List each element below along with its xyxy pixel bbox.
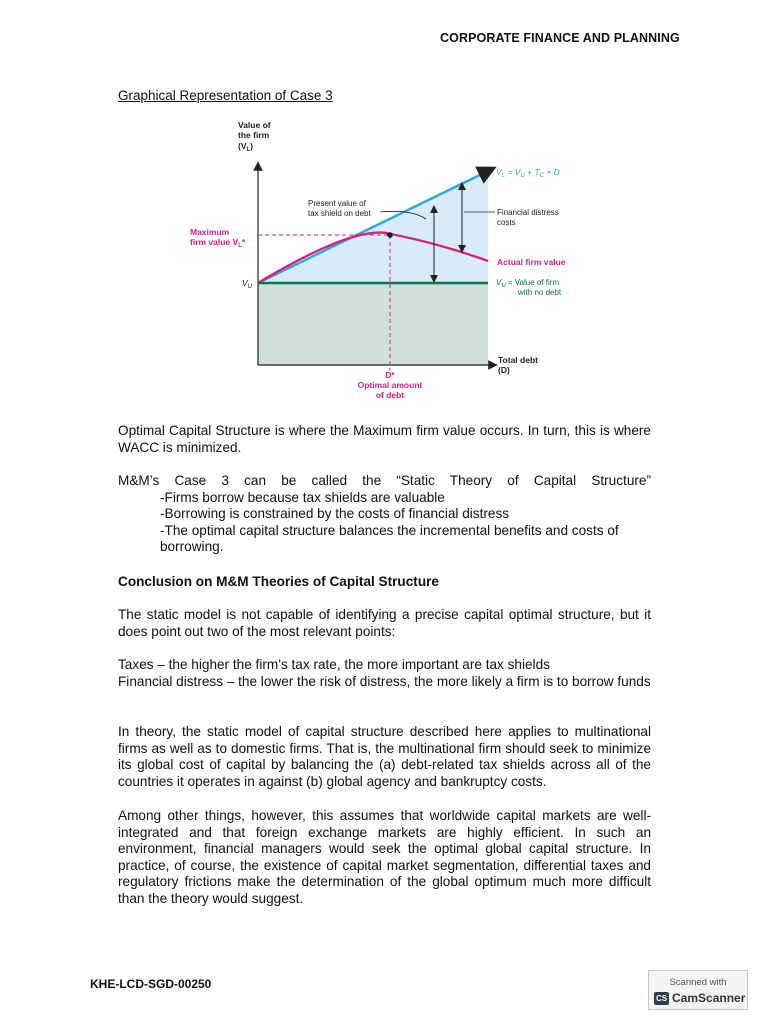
paragraph-static-model-text: The static model is not capable of identifying a precise capital optimal structure, but it does point out two of the most relevant points:	[118, 607, 651, 639]
actual-value-label: Actual firm value	[497, 257, 566, 267]
svg-text:costs	[497, 218, 516, 227]
point-taxes: Taxes – the higher the firm’s tax rate, the more important are tax shields	[118, 657, 550, 672]
optimal-label-line1: D*	[385, 370, 395, 380]
vl-formula-times: × D	[543, 167, 560, 177]
vl-formula-sub-c: C	[539, 173, 544, 179]
svg-text:with no debt	[517, 288, 562, 297]
svg-text:Total debt	[498, 355, 538, 365]
max-label-star: *	[241, 237, 246, 247]
pv-label-line1: Present value of	[308, 199, 366, 208]
vu-axis-v: V	[242, 278, 248, 288]
paragraph-multinational-text: In theory, the static model of capital structure described here applies to multinational firms as well as to domestic firms. That is, the multinational firm should seek to minimize its global cost of capital by balancing the (a) debt-related tax shields across all of the countries it operates in against (b) global agency and bankruptcy costs.	[118, 724, 651, 789]
vu-label-text: = Value of firm	[505, 278, 560, 287]
svg-text:tax shield on debt	[308, 209, 371, 218]
point-financial-distress: Financial distress – the lower the risk of distress, the more likely a firm is to borrow funds	[118, 673, 651, 689]
svg-text:Financial distress	[497, 208, 559, 217]
vu-label-sub: U	[501, 283, 506, 289]
conclusion-heading: Conclusion on M&M Theories of Capital Structure	[118, 574, 439, 589]
bullet-item: -Borrowing is constrained by the costs of financial distress	[160, 506, 510, 522]
svg-text:the firm	[238, 130, 270, 140]
vl-formula-plus: + T	[524, 167, 540, 177]
distress-label-line2: costs	[497, 218, 516, 227]
bullet-item: -Firms borrow because tax shields are valuable	[160, 489, 445, 505]
distress-label-line1: Financial distress	[497, 208, 559, 217]
svg-text:Optimal amount	[358, 380, 423, 390]
svg-text:firm value VL*	[190, 237, 246, 249]
section-title: Graphical Representation of Case 3	[118, 88, 333, 103]
optimal-label-line3: of debt	[375, 390, 405, 400]
unlevered-value-area	[258, 283, 488, 365]
y-label-sub: L	[246, 147, 251, 153]
paragraph-optimal-structure	[118, 423, 651, 456]
static-theory-intro: M&M’s Case 3 can be called the “Static Theory of Capital Structure”	[118, 473, 651, 488]
y-label-line1: Value of	[238, 120, 271, 130]
svg-text:Actual firm value	[497, 257, 566, 267]
y-label-paren-close: )	[250, 141, 254, 151]
svg-text:Maximum	[190, 227, 230, 237]
y-label-line2: the firm	[238, 130, 270, 140]
paragraph-multinational	[118, 724, 651, 790]
svg-text:(D)	[498, 365, 510, 375]
document-header: CORPORATE FINANCE AND PLANNING	[440, 31, 680, 45]
svg-text:VU	[242, 278, 253, 290]
paragraph-global-markets-text: Among other things, however, this assumes that worldwide capital markets are well-integrated and that foreign exchange markets are highly efficient. In such an environment, financial managers would seek the optimal global capital structure. In practice, of course, the existence of capital market segmentation, differential taxes and regulatory frictions make the determination of the global optimum much more difficult than the theory would suggest.	[118, 808, 651, 906]
vl-formula-eq: = V	[505, 167, 521, 177]
vu-axis-sub: U	[247, 284, 253, 290]
paragraph-static-model	[118, 607, 651, 640]
vl-formula-v: V	[496, 167, 502, 177]
optimal-label-line2: Optimal amount	[357, 380, 423, 390]
svg-text:VL = VU + TC × D	[496, 167, 560, 179]
svg-text:D*	[385, 370, 395, 380]
paragraph-optimal-structure-text: Optimal Capital Structure is where the Maximum firm value occurs. In turn, this is where WACC is minimized.	[118, 423, 651, 455]
vu-label-line2: with no debt	[518, 288, 562, 297]
max-label-line1: Maximum	[190, 227, 230, 237]
capital-structure-chart	[186, 114, 586, 404]
x-label-line1: Total debt	[498, 355, 538, 365]
watermark-caption: Scanned with	[669, 977, 727, 988]
svg-text:of debt	[376, 390, 404, 400]
paragraph-relevant-points	[118, 657, 651, 690]
camscanner-watermark	[648, 970, 748, 1010]
max-label-sub: L	[238, 243, 242, 249]
x-label-line2: (D)	[498, 365, 510, 375]
bullet-item: -The optimal capital structure balances the incremental benefits and costs of borrowing.	[160, 522, 619, 555]
paragraph-static-theory	[118, 473, 651, 556]
svg-text:Value of	[238, 120, 271, 130]
camscanner-logo-icon: CS	[655, 994, 668, 1003]
optimum-point	[387, 232, 393, 238]
vl-formula-sub-u: U	[520, 173, 525, 179]
vl-formula-sub-l: L	[501, 173, 506, 179]
vu-label-v: V	[496, 278, 502, 287]
max-label-line2: firm value V	[190, 237, 239, 247]
pv-label-line2: tax shield on debt	[308, 209, 371, 218]
document-code: KHE-LCD-SGD-00250	[90, 977, 212, 991]
svg-text:Present value of	[308, 199, 367, 208]
svg-text:(VL)	[238, 141, 253, 153]
watermark-brand: CamScanner	[672, 991, 746, 1005]
paragraph-global-markets	[118, 808, 651, 908]
y-label-paren-open: (V	[238, 141, 247, 151]
